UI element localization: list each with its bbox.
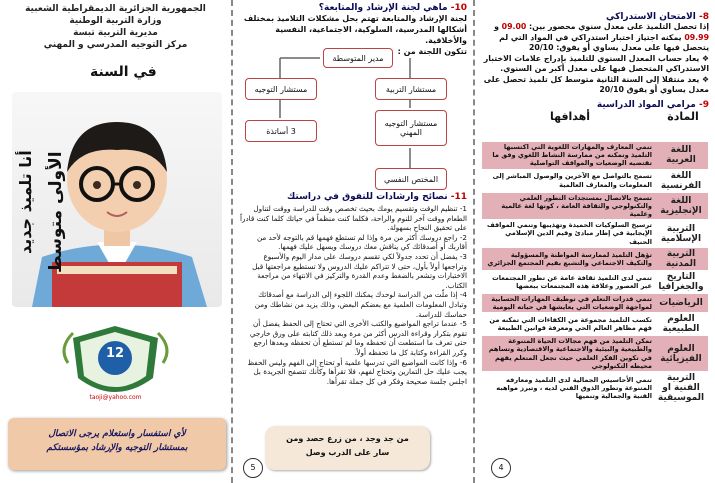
header-line-2: وزارة التربية الوطنية [69, 16, 162, 26]
page-number-4: 4 [491, 458, 511, 478]
section-11-number: 11- [450, 192, 467, 202]
subject-name: اللغة العربية [666, 145, 696, 166]
subject-goal: تمكن التلميذ من فهم مجالات الحياة المتنوعة والطبيعية والبيئية والاجتماعية والاقتصادية وتساهم في تكوين الفكر العلمي حيث تجعل المتعلم يفهم محيطه التكنولوجي [488, 337, 652, 370]
advice-item-6: 6- وإذا كانت المواضيع التي تدرسها علمية أو تحتاج إلى الفهم وليس الحفظ يجب عليك حل التمارين وتحتاج لفهم، فلا تقرأها وكأنك تتصفح الجريدة بل اجلس جلسة صحيحة وفكر في كل جملة تقرأها. [247, 357, 467, 386]
diamond-bullet-icon: ❖ [699, 53, 709, 63]
makeup-threshold: 20/10 [528, 43, 554, 52]
makeup-text-b: يمكنه اجتياز اختبار استدراكي في المواد التي لم يتحصل فيها على معدل يساوي أو يفوق: [499, 32, 709, 52]
section-10-heading [235, 3, 473, 13]
col-goals-header: أهدافها [549, 109, 591, 123]
subject-name: اللغة الفرنسية [660, 170, 702, 191]
org-vocational-counselor: مستشار التوجيه المهني [375, 110, 447, 146]
subject-goal: تنمي المعارف والمهارات اللغوية التي اكتسبها التلميذ وتمكنه من ممارسة النشاط اللغوي وفق ما تقتضيه الوضعيات والمواقف التواصلية [492, 143, 652, 168]
header-line-3: مديرية التربية تبسة [73, 28, 158, 38]
subject-goal: تسمح بالتواصل مع الآخرين والوصول المباشر إلى المعلومات والمعارف العالمية [492, 172, 652, 189]
logo-caption: taoji@yahoo.com [89, 394, 142, 401]
org-guidance-counselor: مستشار التوجيه [245, 78, 317, 100]
subject-row [482, 271, 708, 293]
section-9-title: مرامي المواد الدراسية [596, 99, 696, 110]
col-subject-header: المادة [667, 109, 699, 123]
org-psychologist: المختص النفسي [375, 168, 447, 190]
subject-row [482, 142, 708, 169]
makeup-bullet-2-threshold: 20/10 [599, 85, 624, 94]
advice-item-3: 3- يفضل أن تحدد جدولاً لكي تقسم دروسك على مدار اليوم والأسبوع وتراجعها أولاً بأول، حتى لا تتراكم عليك الدروس ولا تستطيع مراجعتها قبل الاختبارات وتشعر بالضغط وعدم القدرة والتركيز في الانتهاء من مراجعة الكتاب. [252, 251, 467, 290]
contact-note-line-2: بمستشار التوجيه والإرشاد بمؤسستكم [46, 443, 188, 453]
subject-goal: ترسيخ السلوكيات الحميدة وتهذيبها وتنمي المواقف الإيجابية في إطار مبادئ وقيم الدين الإسلامي الحنيف [487, 221, 652, 246]
subject-row [482, 193, 708, 220]
section-10-text: لجنة الإرشاد والمتابعة تهتم بحل مشكلات التلاميذ بمختلف أشكالها المدرسية، السلوكية، الاجتماعية، النفسية والأخلاقية. [243, 14, 467, 45]
subject-name: التربية الفنية او الموسيقية [657, 373, 705, 404]
subject-row [482, 248, 708, 270]
cover-header [0, 3, 231, 51]
section-8-number: 8- [698, 12, 709, 22]
subject-row [482, 220, 708, 247]
diamond-bullet-icon: ❖ [699, 74, 709, 84]
makeup-bullet-2 [477, 75, 715, 96]
makeup-range-low: 09.00 [501, 22, 527, 31]
subject-name: التربية المدنية [665, 248, 697, 269]
cover-title-line-3: أنا تلميذ جديد [16, 150, 35, 254]
advice-item-2: 2- راجع دروسك أكثر من مرة وإذا لم تستطع فهمها قم بالتوجه لأحد من أقاربك أو أصدقائك كي يناقش معك دروسك ويسهل عليك فهمها. [256, 232, 467, 252]
subject-goal: تسمح بالاتصال بمستجدات التطور العلمي والتكنولوجي والثقافة العامة ، كونها لغة عالمية وعلمية [501, 193, 652, 219]
makeup-bullet-1-text: يعاد حساب المعدل السنوي للتلميذ بإدراج علامات الاختبار الاستدراكي المتحصل فيها على معدل أكبر من السنوي. [483, 53, 709, 73]
cover-title-line-2: الأولى متوسط [46, 151, 66, 273]
motto-line-2: سار على الدرب وصل [305, 448, 390, 457]
logo-number: 12 [105, 346, 125, 361]
org-education-counselor: مستشار التربية [375, 78, 447, 100]
right-panel [477, 0, 715, 483]
subject-row [482, 170, 708, 192]
section-10-number: 10- [450, 3, 467, 13]
makeup-range-high: 09.99 [684, 32, 709, 42]
page-number-5: 5 [243, 458, 263, 478]
subject-name: التاريخ والجغرافيا [658, 271, 704, 292]
subject-name: العلوم الطبيعية [662, 314, 700, 335]
subject-row [482, 313, 708, 335]
makeup-and: و [494, 22, 499, 31]
makeup-bullet-2-text: يعد منتقلا إلى السنة الثانية متوسط كل تلميذ تحصل على معدل يساوي أو يفوق [483, 74, 709, 94]
advice-item-1: 1- تنظيم الوقت وتقسيم يومك بحيث تخصص وقت للدراسة ووقت لتناول الطعام ووقت آخر للنوم والراحة، فكلما كنت منظماً في حياتك كلما كنت قادراً على تحقيق النجاح بسهولة. [240, 204, 467, 233]
subject-name: العلوم الفيزيائية [660, 343, 702, 364]
section-8-paragraph [477, 22, 715, 54]
org-teachers: 3 أساتذة [245, 120, 317, 142]
committee-org-chart [235, 48, 475, 208]
subject-name: الرياضيات [659, 298, 703, 309]
advice-item-4: 4- إذا ملّت من الدراسة لوحدك يمكنك اللجوء إلى الدراسة مع أصدقائك وتبادل المعلومات العلمية مع بعضكم البعض، وذلك يزيد من نشاطك ومن حماسك للدراسة. [254, 290, 467, 319]
subject-row [482, 372, 708, 404]
section-8-title: الامتحان الاستدراكي [606, 12, 696, 22]
header-line-4: مركز التوجيه المدرسي و المهني [43, 40, 188, 50]
motto-line-1: من جد وجد ، من زرع حصد ومن [286, 434, 409, 443]
subject-row [482, 336, 708, 371]
section-10-title: ماهي لجنة الإرشاد والمتابعة؟ [318, 3, 448, 13]
motto-box [265, 426, 430, 470]
subject-row [482, 294, 708, 312]
subject-goal: تنمي قدرات التعلم في توظيف المهارات الحسابية لمواجهة الوضعيات التي يعايشها في حياته اليومية [491, 294, 652, 312]
subject-goal: تؤهل التلميذ لممارسة المواطنة والمسؤولية والتكيف الاجتماعي والتشبع بقيم المجتمع الجزائري [487, 250, 652, 267]
subjects-table-header [477, 110, 715, 123]
section-11-title: نصائح وارشادات للتفوق في دراستك [287, 192, 448, 202]
middle-panel [235, 0, 475, 483]
subject-name: التربية الإسلامية [660, 223, 702, 244]
header-line-1: الجمهورية الجزائرية الديمقراطية الشعبية [25, 4, 206, 14]
subject-name: اللغة الإنجليزية [660, 195, 702, 216]
contact-note-box [8, 418, 226, 470]
makeup-text-a: إذا تحصل التلميذ على معدل سنوي محصور بين: [529, 22, 709, 31]
section-9-heading [477, 100, 715, 110]
subject-goal: تنمي الأحاسيس الجمالية لدى التلميذ ومعارفه المتنوعة وتطور الذوق الفني لديه ، وتبرز مواهبه الفنية والجمالية وتنميها [496, 375, 652, 401]
subjects-table [482, 141, 708, 405]
cover-panel [0, 0, 233, 483]
cover-title-line-1: في السنة [90, 64, 157, 80]
section-11-heading [235, 192, 473, 202]
section-10-subtitle: تتكون اللجنة من : [397, 47, 467, 56]
subject-goal: تكسب التلميذ مجموعة من الكفاءات التي تمكنه من فهم مظاهر العالم الحي ومعرفة قوانين الطبيعة [489, 316, 652, 333]
section-8-heading [477, 12, 715, 22]
student-photo [12, 92, 222, 307]
school-logo [48, 318, 183, 408]
org-director: مدير المتوسطة [323, 48, 393, 68]
advice-list [235, 204, 473, 386]
advice-item-5: 5- عندما تراجع المواضيع والكتب الأخرى التي تحتاج إلى الحفظ يفضل أن تقوم بتكرار وقراءة الدرس أكثر من مرة وبعد ذلك كتابته على ورق خارجي حتى تعرف ما استطعت أن تحفظه وما لم تستطع أن تحفظه وبعدها ارجع وكرر القراءة وكتابة كل ما تحفظه أولاً. [249, 319, 467, 357]
subject-goal: تنمي لدى التلميذ ثقافة عامة عن تطور المجتمعات عبر العصور وعلاقة هذه المجتمعات ببعضها [492, 273, 652, 290]
makeup-bullet-1 [477, 54, 715, 75]
contact-note-line-1: لأي استفسار واستعلام يرجى الاتصال [48, 429, 186, 439]
section-9-number: 9- [698, 99, 709, 110]
